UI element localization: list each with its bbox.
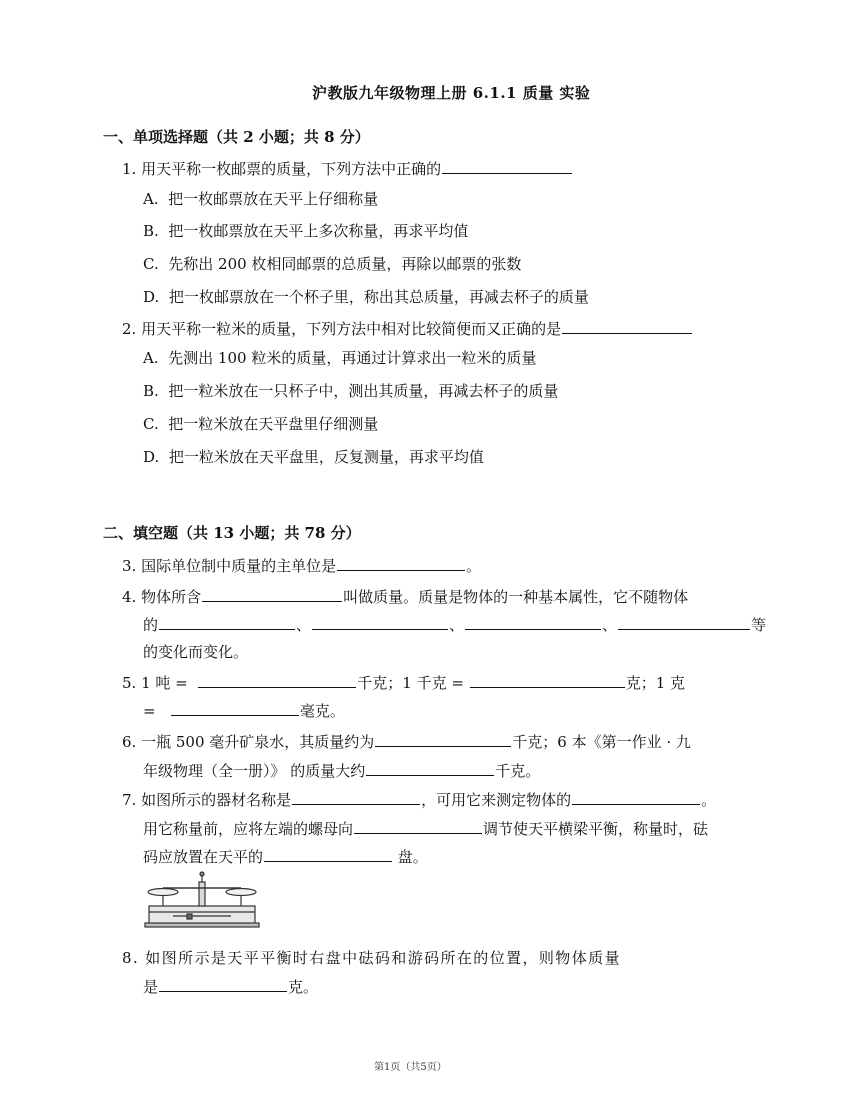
- question-number: 7.: [122, 791, 137, 809]
- answer-blank[interactable]: [159, 976, 287, 992]
- question-text: 千克；1 千克 =: [357, 674, 464, 692]
- answer-blank[interactable]: [264, 846, 392, 862]
- question-4-line2: [143, 614, 766, 635]
- question-text: 用天平称一粒米的质量，下列方法中相对比较简便而又正确的是: [141, 320, 562, 338]
- question-4-line3: 的变化而变化。: [143, 643, 249, 661]
- answer-blank[interactable]: [312, 614, 448, 630]
- option-2c[interactable]: [143, 413, 378, 434]
- question-text: 年级物理（全一册）》 的质量大约: [143, 762, 366, 780]
- option-text: 把一粒米放在天平盘里，反复测量，再求平均值: [168, 448, 484, 466]
- option-1b[interactable]: [143, 220, 468, 241]
- answer-blank[interactable]: [354, 818, 482, 834]
- question-6-line2: [143, 760, 540, 781]
- option-2b[interactable]: [143, 380, 558, 401]
- question-3: [122, 555, 481, 576]
- option-label: B.: [143, 382, 159, 400]
- option-2d[interactable]: [143, 446, 484, 467]
- question-text: 毫克。: [299, 702, 345, 720]
- question-text: 1 吨 =: [141, 674, 188, 692]
- question-text: ，可用它来测定物体的: [421, 791, 572, 809]
- option-text: 把一枚邮票放在天平上仔细称量: [168, 190, 379, 208]
- answer-blank[interactable]: [375, 731, 511, 747]
- separator: 、: [602, 616, 618, 634]
- question-number: 2.: [122, 320, 137, 338]
- question-text: 一瓶 500 毫升矿泉水，其质量约为: [141, 733, 375, 751]
- option-label: A.: [143, 190, 159, 208]
- question-text: 是: [143, 978, 159, 996]
- option-label: D.: [143, 448, 160, 466]
- question-8: [122, 948, 621, 968]
- answer-blank[interactable]: [198, 672, 356, 688]
- section-heading-fill-blank: 二、填空题（共 13 小题；共 78 分）: [103, 524, 361, 542]
- question-number: 1.: [122, 160, 137, 178]
- answer-blank[interactable]: [337, 555, 465, 571]
- answer-blank[interactable]: [171, 700, 299, 716]
- question-5: [122, 672, 685, 693]
- answer-blank[interactable]: [159, 614, 295, 630]
- option-label: C.: [143, 255, 159, 273]
- answer-blank[interactable]: [202, 586, 342, 602]
- separator: 、: [296, 616, 312, 634]
- question-text: 。: [466, 557, 482, 575]
- question-text: 千克。: [495, 762, 541, 780]
- option-text: 把一粒米放在天平盘里仔细测量: [168, 415, 379, 433]
- question-number: 4.: [122, 588, 137, 606]
- option-label: A.: [143, 349, 159, 367]
- section-heading-single-choice: 一、单项选择题（共 2 小题；共 8 分）: [103, 128, 370, 146]
- question-8-line2: [143, 976, 318, 997]
- option-1a[interactable]: [143, 188, 378, 209]
- question-text: 国际单位制中质量的主单位是: [141, 557, 337, 575]
- option-text: 先称出 200 枚相同邮票的总质量，再除以邮票的张数: [168, 255, 522, 273]
- balance-scale-figure: [143, 870, 261, 930]
- question-text: 叫做质量。质量是物体的一种基本属性，它不随物体: [343, 588, 689, 606]
- option-label: C.: [143, 415, 159, 433]
- question-number: 6.: [122, 733, 137, 751]
- question-number: 3.: [122, 557, 137, 575]
- question-text: 。: [701, 791, 717, 809]
- question-text: 调节使天平横梁平衡，称量时，砝: [483, 820, 709, 838]
- question-number: 5.: [122, 674, 137, 692]
- question-text: 千克；6 本《第一作业 · 九: [512, 733, 691, 751]
- answer-blank[interactable]: [618, 614, 750, 630]
- question-text: 的: [143, 616, 159, 634]
- question-4: [122, 586, 688, 607]
- question-text: 克。: [288, 978, 319, 996]
- option-2a[interactable]: [143, 347, 536, 368]
- separator: 、: [449, 616, 465, 634]
- answer-blank[interactable]: [562, 318, 692, 334]
- question-7: [122, 789, 716, 810]
- question-text: 用它称量前，应将左端的螺母向: [143, 820, 354, 838]
- answer-blank[interactable]: [465, 614, 601, 630]
- answer-blank[interactable]: [442, 158, 572, 174]
- page-footer: 第1页（共5页）: [374, 1062, 447, 1073]
- answer-blank[interactable]: [366, 760, 494, 776]
- option-1c[interactable]: [143, 253, 521, 274]
- question-7-line3: [143, 846, 428, 867]
- question-2: [122, 318, 693, 339]
- question-6: [122, 731, 691, 752]
- question-7-line2: [143, 818, 708, 839]
- question-text: 物体所含: [141, 588, 202, 606]
- question-text: 用天平称一枚邮票的质量，下列方法中正确的: [141, 160, 442, 178]
- option-text: 把一枚邮票放在一个杯子里，称出其总质量，再减去杯子的质量: [168, 288, 589, 306]
- answer-blank[interactable]: [470, 672, 625, 688]
- question-text: 码应放置在天平的: [143, 848, 264, 866]
- question-text: 等: [751, 616, 767, 634]
- answer-blank[interactable]: [292, 789, 420, 805]
- answer-blank[interactable]: [572, 789, 700, 805]
- question-text: 克；1 克: [625, 674, 686, 692]
- question-text: =: [143, 702, 156, 720]
- option-label: D.: [143, 288, 160, 306]
- option-text: 把一枚邮票放在天平上多次称量，再求平均值: [168, 222, 469, 240]
- question-text: 盘。: [393, 848, 428, 866]
- question-number: 8.: [122, 949, 140, 967]
- option-text: 把一粒米放在一只杯子中，测出其质量，再减去杯子的质量: [168, 382, 559, 400]
- question-1: [122, 158, 573, 179]
- option-label: B.: [143, 222, 159, 240]
- page-title: 沪教版九年级物理上册 6.1.1 质量 实验: [312, 84, 591, 102]
- option-text: 先测出 100 粒米的质量，再通过计算求出一粒米的质量: [168, 349, 537, 367]
- question-text: 如图所示的器材名称是: [141, 791, 292, 809]
- question-text: 如图所示是天平平衡时右盘中砝码和游码所在的位置，则物体质量: [145, 949, 621, 967]
- question-5-line2: [143, 700, 345, 721]
- option-1d[interactable]: [143, 286, 589, 307]
